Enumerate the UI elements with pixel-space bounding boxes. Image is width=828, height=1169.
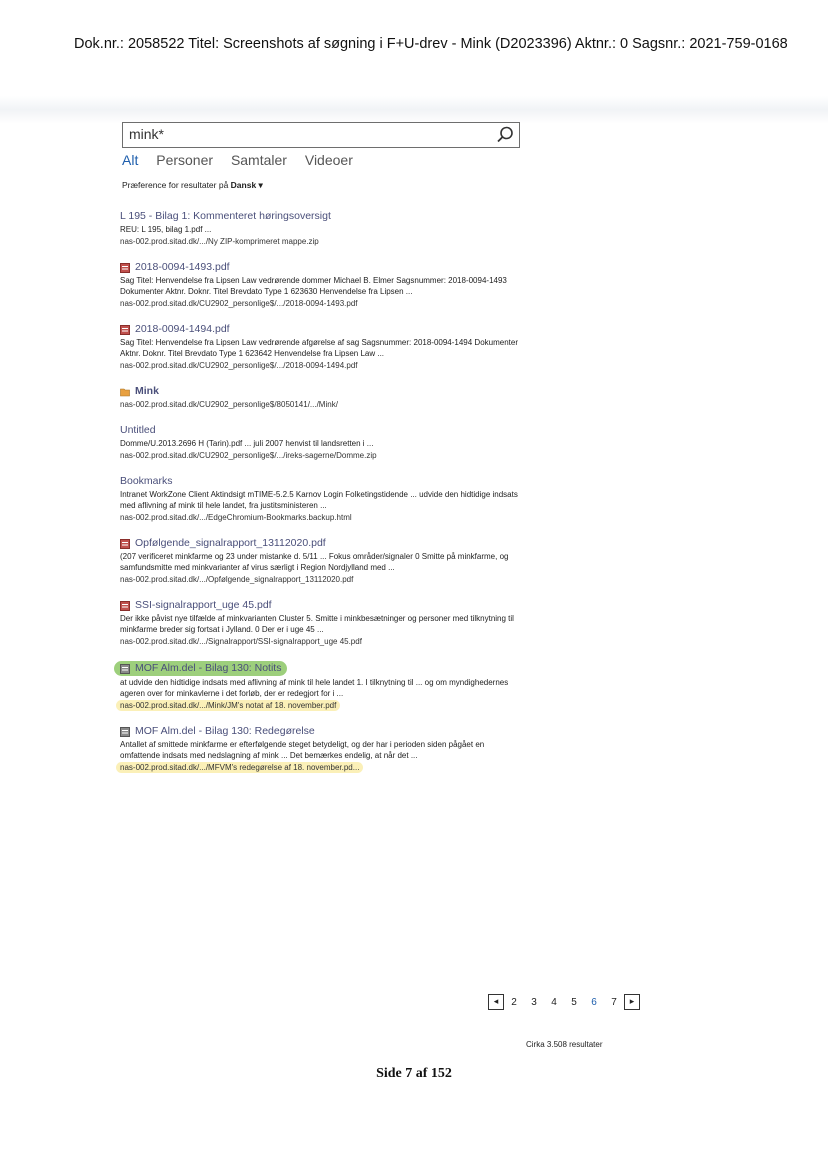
pdf-file-icon [120, 263, 130, 273]
next-page-button[interactable]: ▸ [624, 994, 640, 1010]
result-snippet: at udvide den hidtidige indsats med aflivning af mink til hele landet 1. I tilknytning til ... og om myndighedernes ageren over for minkavlerne i det forløb, der er redegjort for i ... [120, 678, 509, 698]
result-title-link[interactable]: Bookmarks [120, 475, 173, 487]
result-item [120, 599, 520, 647]
pagination [488, 994, 640, 1010]
result-snippet: Antallet af smittede minkfarme er efterfølgende steget betydeligt, og der har i perioden siden pågået en omfattende indsats med nedslagning af mink ... Det bemærkes endelig, at når det ... [120, 740, 485, 760]
result-item [120, 210, 520, 247]
result-title-link[interactable]: 2018-0094-1494.pdf [135, 323, 230, 335]
page-link[interactable]: 5 [571, 996, 577, 1008]
search-icon[interactable] [495, 125, 515, 145]
result-url: nas-002.prod.sitad.dk/CU2902_personlige$/8050141/.../Mink/ [120, 400, 338, 409]
result-item [120, 537, 520, 585]
tab-samtaler[interactable]: Samtaler [230, 152, 287, 168]
search-screenshot [112, 118, 652, 1058]
search-box[interactable] [122, 122, 520, 148]
tab-alt[interactable]: Alt [122, 152, 139, 168]
result-title-row[interactable] [114, 661, 287, 676]
result-url: nas-002.prod.sitad.dk/.../Mink/JM's notat af 18. november.pdf [116, 700, 340, 711]
result-title-row[interactable] [120, 261, 520, 274]
result-item [120, 323, 520, 371]
pdf-file-icon [120, 601, 130, 611]
result-title-link[interactable]: MOF Alm.del - Bilag 130: Notits [135, 662, 282, 674]
pdf-file-icon [120, 325, 130, 335]
result-url: nas-002.prod.sitad.dk/.../Opfølgende_signalrapport_13112020.pdf [120, 575, 354, 584]
result-url: nas-002.prod.sitad.dk/.../Signalrapport/SSI-signalrapport_uge 45.pdf [120, 637, 362, 646]
page-link[interactable]: 7 [611, 996, 617, 1008]
language-preference [122, 180, 263, 191]
result-title-link[interactable]: MOF Alm.del - Bilag 130: Redegørelse [135, 725, 315, 737]
result-url: nas-002.prod.sitad.dk/.../EdgeChromium-Bookmarks.backup.html [120, 513, 352, 522]
result-title-link[interactable]: L 195 - Bilag 1: Kommenteret høringsoversigt [120, 210, 331, 222]
language-dropdown[interactable]: Dansk ▾ [230, 180, 263, 190]
result-item [120, 261, 520, 309]
pdf-file-icon [120, 539, 130, 549]
page-link[interactable]: 4 [551, 996, 557, 1008]
result-title-row[interactable] [120, 323, 520, 336]
result-title-link[interactable]: Opfølgende_signalrapport_13112020.pdf [135, 537, 326, 549]
result-url: nas-002.prod.sitad.dk/CU2902_personlige$/.../ireks-sagerne/Domme.zip [120, 451, 377, 460]
result-title-row[interactable] [120, 537, 520, 550]
result-item [120, 385, 520, 410]
result-url: nas-002.prod.sitad.dk/CU2902_personlige$/.../2018-0094-1493.pdf [120, 299, 358, 308]
result-title-link[interactable]: 2018-0094-1493.pdf [135, 261, 230, 273]
folder-icon [120, 387, 130, 397]
result-count: Cirka 3.508 resultater [526, 1040, 603, 1049]
result-item [120, 661, 520, 711]
result-url: nas-002.prod.sitad.dk/.../Ny ZIP-komprimeret mappe.zip [120, 237, 319, 246]
preference-label: Præference for resultater på [122, 180, 231, 190]
results-list [120, 210, 520, 787]
result-title-row[interactable] [120, 599, 520, 612]
result-snippet: Intranet WorkZone Client Aktindsigt mTIME-5.2.5 Karnov Login Folketingstidende ... udvide den hidtidige indsats med aflivning af mink til hele landet, fra justitsministeren ... [120, 490, 518, 510]
result-item [120, 424, 520, 461]
page-number: Side 7 af 152 [376, 1066, 452, 1081]
result-snippet: (207 verificeret minkfarme og 23 under mistanke d. 5/11 ... Fokus områder/signaler 0 Smitte på minkfarme, og samfundsmitte med minkvarianter af virus særligt i Region Nordjylland med ... [120, 552, 509, 572]
result-url: nas-002.prod.sitad.dk/CU2902_personlige$/.../2018-0094-1494.pdf [120, 361, 358, 370]
result-item [120, 725, 520, 773]
result-title-row[interactable] [120, 385, 520, 398]
result-snippet: Domme/U.2013.2696 H (Tarin).pdf ... juli 2007 henvist til landsretten i ... [120, 439, 374, 448]
result-item [120, 475, 520, 523]
result-title-row[interactable] [120, 725, 520, 738]
document-icon [120, 727, 130, 737]
result-title-link[interactable]: Untitled [120, 424, 156, 436]
page-link[interactable]: 3 [531, 996, 537, 1008]
result-snippet: Der ikke påvist nye tilfælde af minkvarianten Cluster 5. Smitte i minkbesætninger og personer med tilknytning til minkfarme breder sig fortsat i Jylland. 0 Der er i uge 45 ... [120, 614, 514, 634]
page-link[interactable]: 6 [591, 996, 597, 1008]
page-link[interactable]: 2 [511, 996, 517, 1008]
document-header: Dok.nr.: 2058522 Titel: Screenshots af søgning i F+U-drev - Mink (D2023396) Aktnr.: 0 Sagsnr.: 2021-759-0168 [74, 36, 788, 52]
tab-videoer[interactable]: Videoer [304, 152, 353, 168]
result-title-link[interactable]: SSI-signalrapport_uge 45.pdf [135, 599, 272, 611]
result-snippet: Sag Titel: Henvendelse fra Lipsen Law vedrørende afgørelse af sag Sagsnummer: 2018-0094-1494 Dokumenter Aktnr. Doknr. Titel Brevdato Type 1 623642 Henvendelse fra Lipsen Law ... [120, 338, 519, 358]
search-input[interactable] [129, 126, 469, 142]
result-snippet: REU: L 195, bilag 1.pdf ... [120, 225, 212, 234]
result-snippet: Sag Titel: Henvendelse fra Lipsen Law vedrørende dommer Michael B. Elmer Sagsnummer: 2018-0094-1493 Dokumenter Aktnr. Doknr. Titel Brevdato Type 1 623630 Henvendelse fra Lipsen ... [120, 276, 507, 296]
result-url: nas-002.prod.sitad.dk/.../MFVM's redegørelse af 18. november.pd... [116, 762, 363, 773]
tab-personer[interactable]: Personer [156, 152, 214, 168]
result-title-link[interactable]: Mink [135, 385, 159, 397]
search-tabs [122, 152, 367, 168]
document-icon [120, 664, 130, 674]
previous-page-button[interactable]: ◂ [488, 994, 504, 1010]
